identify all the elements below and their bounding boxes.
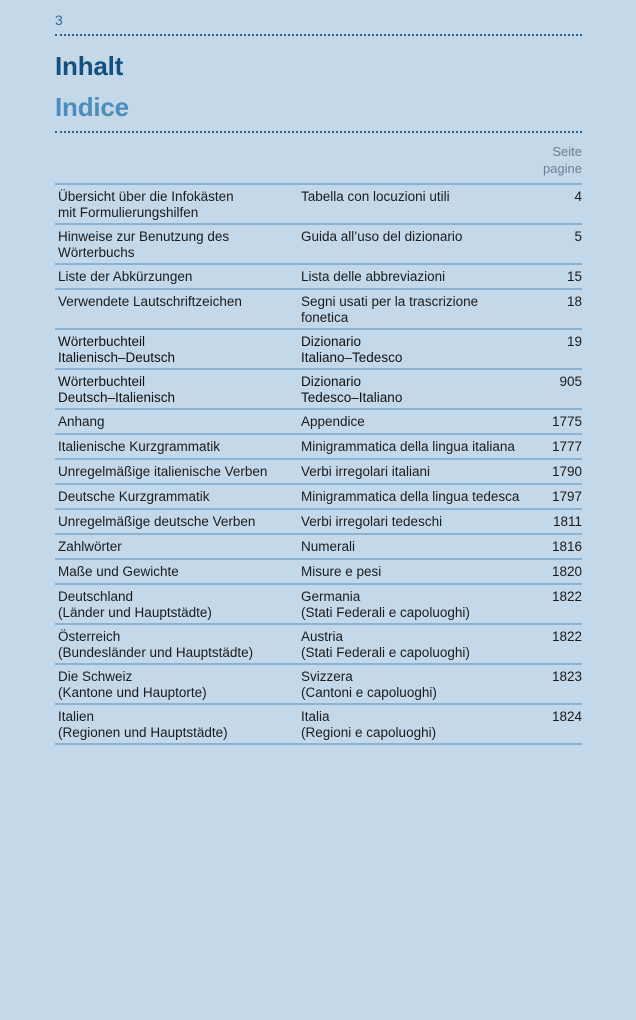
toc-page-number: 1816 bbox=[551, 539, 582, 554]
toc-page-number: 1797 bbox=[551, 489, 582, 504]
toc-entry-italian-line: Misure e pesi bbox=[301, 564, 382, 579]
toc-entry-italian-line: Svizzera bbox=[301, 669, 353, 684]
toc-entry-german-line: Verwendete Lautschriftzeichen bbox=[58, 294, 242, 309]
toc-entry-italian-line: Minigrammatica della lingua tedesca bbox=[301, 489, 520, 504]
toc-entry-italian bbox=[301, 294, 541, 325]
toc-row[interactable] bbox=[55, 435, 582, 460]
toc-entry-italian-line: (Stati Federali e capoluoghi) bbox=[301, 645, 470, 660]
toc-entry-italian-line: Dizionario bbox=[301, 334, 362, 349]
dotted-divider-bottom bbox=[55, 131, 582, 133]
toc-entry-italian bbox=[301, 334, 541, 365]
toc-entry-italian-line: Italia bbox=[301, 709, 330, 724]
toc-entry-german-line: Deutsch–Italienisch bbox=[58, 390, 176, 405]
toc-entry-german-line: (Länder und Hauptstädte) bbox=[58, 605, 212, 620]
toc-entry-german-line: Maße und Gewichte bbox=[58, 564, 179, 579]
toc-entry-german bbox=[55, 294, 301, 325]
toc-entry-german-line: Unregelmäßige italienische Verben bbox=[58, 464, 268, 479]
toc-entry-german bbox=[55, 464, 301, 480]
toc-page-number: 15 bbox=[566, 269, 582, 284]
toc-entry-german-line: Italien bbox=[58, 709, 95, 724]
toc-row[interactable] bbox=[55, 370, 582, 410]
toc-entry-german bbox=[55, 669, 301, 700]
toc-page-number: 19 bbox=[566, 334, 582, 349]
toc-page-number: 905 bbox=[559, 374, 582, 389]
toc-entry-german-line: Wörterbuchteil bbox=[58, 374, 146, 389]
toc-entry-german-line: Italienisch–Deutsch bbox=[58, 350, 176, 365]
title-italian: Indice bbox=[55, 92, 129, 122]
toc-entry-italian-line: Tabella con locuzioni utili bbox=[301, 189, 450, 204]
toc-entry-italian-line: Lista delle abbreviazioni bbox=[301, 269, 446, 284]
toc-row[interactable] bbox=[55, 560, 582, 585]
toc-entry-italian bbox=[301, 374, 541, 405]
toc-entry-italian-line: Guida all’uso del dizionario bbox=[301, 229, 463, 244]
toc-entry-german bbox=[55, 414, 301, 430]
toc-entry-italian-line: (Cantoni e capoluoghi) bbox=[301, 685, 437, 700]
toc-entry-german-line: Liste der Abkürzungen bbox=[58, 269, 193, 284]
toc-entry-german-line: Übersicht über die Infokästen bbox=[58, 189, 234, 204]
toc-page-number: 1824 bbox=[551, 709, 582, 724]
toc-entry-italian-line: Tedesco–Italiano bbox=[301, 390, 403, 405]
page-column-label-it: pagine bbox=[542, 161, 582, 176]
toc-page-number: 1822 bbox=[551, 589, 582, 604]
toc-entry-italian bbox=[301, 629, 541, 660]
toc-entry-italian bbox=[301, 439, 541, 455]
toc-entry-german bbox=[55, 629, 301, 660]
dotted-divider-top bbox=[55, 34, 582, 36]
toc-entry-german bbox=[55, 539, 301, 555]
toc-row[interactable] bbox=[55, 510, 582, 535]
toc-row[interactable] bbox=[55, 625, 582, 665]
toc-page-number: 1820 bbox=[551, 564, 582, 579]
toc-entry-italian-line: (Regioni e capoluoghi) bbox=[301, 725, 437, 740]
toc-entry-italian bbox=[301, 269, 541, 285]
toc-row[interactable] bbox=[55, 585, 582, 625]
toc-page-number: 1775 bbox=[551, 414, 582, 429]
toc-row[interactable] bbox=[55, 535, 582, 560]
toc-row[interactable] bbox=[55, 185, 582, 225]
toc-entry-german bbox=[55, 439, 301, 455]
toc-entry-italian-line: Verbi irregolari italiani bbox=[301, 464, 431, 479]
toc-entry-italian bbox=[301, 414, 541, 430]
toc-row[interactable] bbox=[55, 330, 582, 370]
toc-entry-german bbox=[55, 334, 301, 365]
toc-row[interactable] bbox=[55, 410, 582, 435]
toc-entry-german-line: Österreich bbox=[58, 629, 121, 644]
toc-entry-german bbox=[55, 514, 301, 530]
toc-entry-german-line: Deutschland bbox=[58, 589, 134, 604]
toc-page-number: 18 bbox=[566, 294, 582, 309]
toc-page-number: 4 bbox=[574, 189, 582, 204]
toc-entry-italian-line: fonetica bbox=[301, 310, 349, 325]
toc-entry-german-line: (Regionen und Hauptstädte) bbox=[58, 725, 228, 740]
toc-entry-italian-line: Verbi irregolari tedeschi bbox=[301, 514, 443, 529]
toc-entry-german-line: Zahlwörter bbox=[58, 539, 122, 554]
toc-page-number: 1811 bbox=[552, 514, 582, 529]
toc-entry-german bbox=[55, 709, 301, 740]
toc-entry-italian bbox=[301, 514, 541, 530]
toc-entry-german bbox=[55, 374, 301, 405]
toc-entry-italian-line: Italiano–Tedesco bbox=[301, 350, 403, 365]
toc-page-number: 1777 bbox=[551, 439, 582, 454]
toc-row[interactable] bbox=[55, 665, 582, 705]
toc-entry-italian bbox=[301, 464, 541, 480]
title-german: Inhalt bbox=[55, 51, 124, 81]
toc-entry-italian-line: Dizionario bbox=[301, 374, 362, 389]
toc-row[interactable] bbox=[55, 290, 582, 330]
toc-page-number: 1822 bbox=[551, 629, 582, 644]
page-number: 3 bbox=[55, 12, 63, 28]
page-column-label-de: Seite bbox=[552, 144, 582, 159]
toc-page-number: 1790 bbox=[551, 464, 582, 479]
toc-entry-italian bbox=[301, 229, 541, 260]
toc-entry-german-line: Deutsche Kurzgrammatik bbox=[58, 489, 210, 504]
toc-entry-italian bbox=[301, 709, 541, 740]
toc-entry-italian bbox=[301, 669, 541, 700]
toc-entry-italian-line: Segni usati per la trascrizione bbox=[301, 294, 479, 309]
toc-entry-german bbox=[55, 269, 301, 285]
toc-entry-italian-line: Numerali bbox=[301, 539, 356, 554]
toc-entry-german bbox=[55, 489, 301, 505]
toc-page-number: 5 bbox=[574, 229, 582, 244]
toc-entry-italian-line: Minigrammatica della lingua italiana bbox=[301, 439, 515, 454]
toc-entry-german-line: Anhang bbox=[58, 414, 105, 429]
toc-entry-italian-line: (Stati Federali e capoluoghi) bbox=[301, 605, 470, 620]
page-column-header bbox=[543, 143, 582, 177]
toc-entry-german bbox=[55, 589, 301, 620]
toc-entry-italian bbox=[301, 539, 541, 555]
toc-entry-german bbox=[55, 229, 301, 260]
toc-entry-italian-line: Austria bbox=[301, 629, 344, 644]
toc-entry-german bbox=[55, 564, 301, 580]
toc-row[interactable] bbox=[55, 485, 582, 510]
toc-entry-german-line: Unregelmäßige deutsche Verben bbox=[58, 514, 256, 529]
toc-row[interactable] bbox=[55, 265, 582, 290]
table-of-contents bbox=[55, 183, 582, 745]
toc-entry-italian-line: Appendice bbox=[301, 414, 365, 429]
toc-entry-german-line: Die Schweiz bbox=[58, 669, 133, 684]
toc-entry-german bbox=[55, 189, 301, 220]
toc-entry-italian bbox=[301, 589, 541, 620]
toc-entry-italian bbox=[301, 564, 541, 580]
toc-row[interactable] bbox=[55, 225, 582, 265]
toc-entry-german-line: mit Formulierungshilfen bbox=[58, 205, 199, 220]
toc-entry-german-line: Italienische Kurzgrammatik bbox=[58, 439, 221, 454]
toc-entry-italian-line: Germania bbox=[301, 589, 361, 604]
toc-page-number: 1823 bbox=[551, 669, 582, 684]
toc-entry-german-line: Wörterbuchs bbox=[58, 245, 135, 260]
toc-entry-german-line: (Kantone und Hauptorte) bbox=[58, 685, 207, 700]
toc-entry-german-line: (Bundesländer und Hauptstädte) bbox=[58, 645, 254, 660]
toc-entry-italian bbox=[301, 189, 541, 220]
toc-row[interactable] bbox=[55, 460, 582, 485]
toc-entry-italian bbox=[301, 489, 541, 505]
toc-entry-german-line: Hinweise zur Benutzung des bbox=[58, 229, 230, 244]
toc-entry-german-line: Wörterbuchteil bbox=[58, 334, 146, 349]
toc-row[interactable] bbox=[55, 705, 582, 745]
